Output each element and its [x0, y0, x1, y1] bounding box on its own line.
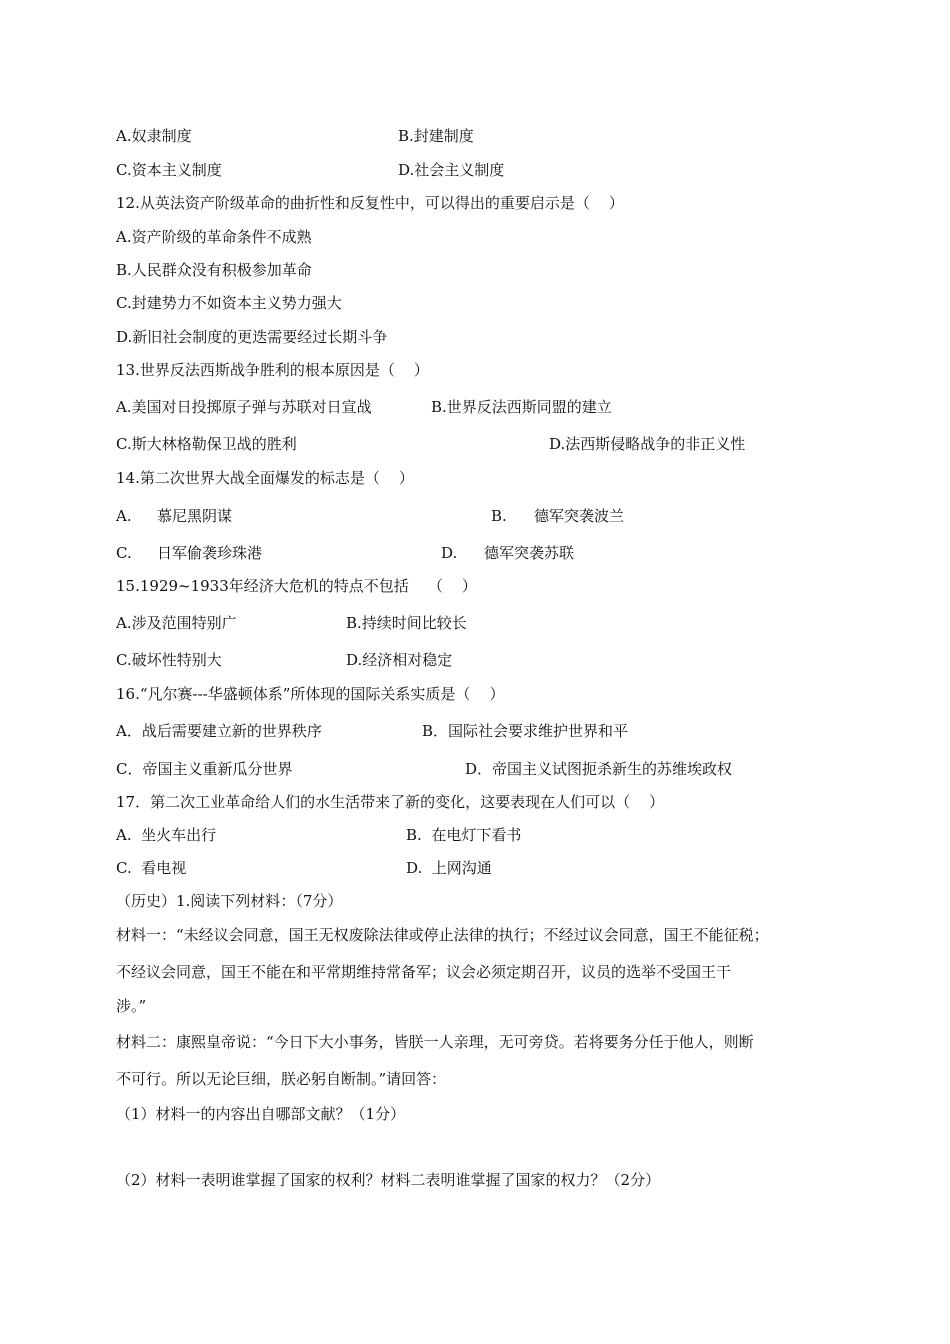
material-one-line-1: 材料一：“未经议会同意，国王无权废除法律或停止法律的执行；不经过议会同意，国王不能征税；: [116, 926, 769, 944]
q15-option-d: D.经济相对稳定: [346, 651, 453, 669]
material-two-line-1: 材料二：康熙皇帝说：“今日下大小事务，皆朕一人亲理，无可旁贷。若将要务分任于他人，则断: [116, 1033, 754, 1051]
q13-option-c: C.斯大林格勒保卫战的胜利: [116, 435, 297, 453]
q13-option-a: A.美国对日投掷原子弹与苏联对日宣战: [116, 398, 372, 416]
q13-option-d: D.法西斯侵略战争的非正义性: [549, 435, 746, 453]
q16-option-a: A．战后需要建立新的世界秩序: [116, 722, 322, 740]
q17-option-b: B. 在电灯下看书: [406, 826, 522, 844]
q17-option-c: C. 看电视: [116, 859, 187, 877]
q12-option-b: B.人民群众没有积极参加革命: [116, 261, 312, 279]
q11-option-c: C.资本主义制度: [116, 161, 222, 179]
q16-stem: 16.“凡尔赛---华盛顿体系”所体现的国际关系实质是（ ）: [116, 685, 505, 703]
q16-option-c: C．帝国主义重新瓜分世界: [116, 760, 293, 778]
q16-option-b: B．国际社会要求维护世界和平: [422, 722, 629, 740]
q13-option-b: B.世界反法西斯同盟的建立: [431, 398, 612, 416]
q17-option-a: A. 坐火车出行: [116, 826, 217, 844]
q15-stem: 15.1929~1933年经济大危机的特点不包括 （ ）: [116, 577, 477, 595]
reading-question-1: （1）材料一的内容出自哪部文献？（1分）: [116, 1105, 406, 1123]
material-two-line-2: 不可行。所以无论巨细，朕必躬自断制。”请回答：: [116, 1070, 447, 1088]
q16-option-d: D．帝国主义试图扼杀新生的苏维埃政权: [465, 760, 733, 778]
q12-option-d: D.新旧社会制度的更迭需要经过长期斗争: [116, 328, 388, 346]
material-one-line-3: 涉。”: [116, 997, 147, 1015]
q12-stem: 12.从英法资产阶级革命的曲折性和反复性中，可以得出的重要启示是（ ）: [116, 194, 624, 212]
q14-option-b-letter: B.: [491, 507, 507, 525]
q11-option-b: B.封建制度: [398, 127, 474, 145]
q14-option-d-letter: D.: [441, 544, 458, 562]
q11-option-a: A.奴隶制度: [116, 127, 192, 145]
q14-option-b: 德军突袭波兰: [534, 507, 625, 525]
q15-option-c: C.破坏性特别大: [116, 651, 222, 669]
q12-option-c: C.封建势力不如资本主义势力强大: [116, 294, 342, 312]
reading-heading: （历史）1.阅读下列材料：（7分）: [116, 892, 343, 910]
q14-option-c: 日军偷袭珍珠港: [157, 544, 263, 562]
q17-stem: 17．第二次工业革命给人们的水生活带来了新的变化，这要表现在人们可以（ ）: [116, 793, 665, 811]
q11-option-d: D.社会主义制度: [398, 161, 505, 179]
q15-option-b: B.持续时间比较长: [346, 614, 467, 632]
q17-option-d: D. 上网沟通: [406, 859, 492, 877]
q14-option-a: 慕尼黑阴谋: [157, 507, 233, 525]
q14-option-c-letter: C.: [116, 544, 132, 562]
q14-option-a-letter: A.: [116, 507, 132, 525]
q14-stem: 14.第二次世界大战全面爆发的标志是（ ）: [116, 469, 414, 487]
material-one-line-2: 不经议会同意，国王不能在和平常期维持常备军；议会必须定期召开，议员的选举不受国王干: [116, 963, 732, 981]
q14-option-d: 德军突袭苏联: [484, 544, 575, 562]
reading-question-2: （2）材料一表明谁掌握了国家的权利？材料二表明谁掌握了国家的权力？（2分）: [116, 1171, 661, 1189]
q15-option-a: A.涉及范围特别广: [116, 614, 237, 632]
q12-option-a: A.资产阶级的革命条件不成熟: [116, 228, 312, 246]
q13-stem: 13.世界反法西斯战争胜利的根本原因是（ ）: [116, 361, 429, 379]
